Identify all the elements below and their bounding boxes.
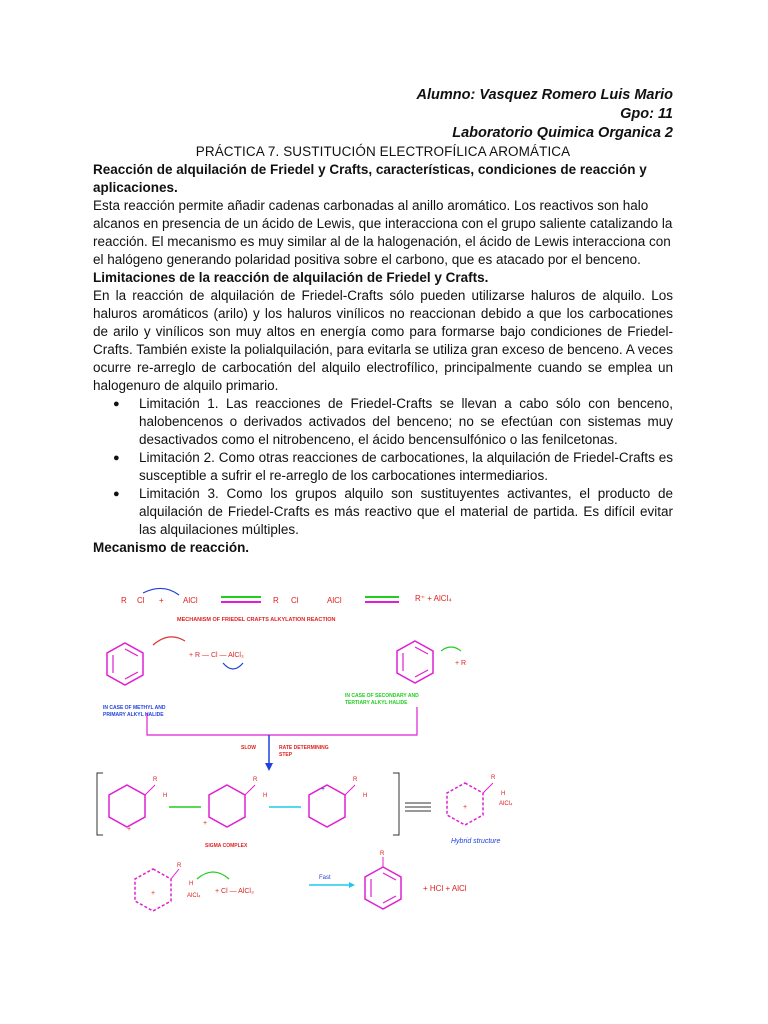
svg-text:+: + — [159, 596, 164, 605]
svg-text:H: H — [501, 791, 506, 797]
attack-arrow — [153, 637, 185, 645]
svg-text:H: H — [363, 793, 368, 799]
svg-text:AlCl₄: AlCl₄ — [499, 801, 513, 807]
sigma-complex — [97, 773, 513, 849]
hybrid-label: Hybrid structure — [451, 838, 501, 845]
step1-equation — [121, 588, 452, 623]
electron-arrow-2 — [223, 663, 243, 669]
svg-text:+: + — [463, 804, 468, 811]
svg-text:R: R — [253, 777, 258, 783]
section1-heading: Reacción de alquilación de Friedel y Crafts, características, condiciones de reacción y aplicaciones. — [93, 162, 647, 195]
section2-heading: Limitaciones de la reacción de alquilación de Friedel y Crafts. — [93, 270, 489, 285]
deprotonation-step — [135, 851, 467, 911]
route-secondary — [345, 641, 466, 706]
svg-text:H: H — [263, 793, 268, 799]
alcl3-label: AlCl — [183, 596, 198, 605]
lab-name: Laboratorio Quimica Organica 2 — [452, 125, 673, 141]
svg-text:+ R: + R — [455, 660, 467, 667]
case-secondary-line2: TERTIARY ALKYL HALIDE — [345, 700, 408, 706]
connector-lines — [147, 707, 417, 735]
svg-text:H: H — [189, 881, 194, 887]
practice-title: PRÁCTICA 7. SUSTITUCIÓN ELECTROFÍLICA AROMÁTICA — [195, 144, 571, 159]
svg-text:R: R — [380, 851, 385, 857]
svg-text:AlCl₄: AlCl₄ — [187, 893, 201, 899]
document-page — [93, 86, 673, 557]
group-number: Gpo: 11 — [620, 106, 673, 122]
list-item: ● Limitación 2. Como otras reacciones de carbocationes, la alquilación de Friedel-Crafts es susceptible a sufrir el re-arreglo de los carbocationes intermediarios. — [139, 449, 673, 485]
svg-text:R: R — [273, 596, 279, 605]
svg-text:R: R — [491, 775, 496, 781]
r-label: R — [121, 596, 127, 605]
header-block — [93, 86, 673, 143]
attack-arrow-green — [441, 647, 461, 651]
student-name: Alumno: Vasquez Romero Luis Mario — [416, 87, 673, 103]
electron-arrow — [143, 588, 179, 595]
rds-line1: RATE DETERMINING — [279, 745, 329, 751]
svg-text:R: R — [177, 863, 182, 869]
svg-text:AlCl: AlCl — [327, 596, 342, 605]
svg-text:R⁺ + AlCl₄: R⁺ + AlCl₄ — [415, 594, 452, 603]
section2-body: En la reacción de alquilación de Friedel-Crafts sólo pueden utilizarse haluros de alquilo. Los haluros aromáticos (arilo) y los haluros vinílicos no reaccionan debido a que los carbocationes de arilo y vinílicos son muy altos en energía como para formarse bajo condiciones de Friedel-Crafts. También existe la polialquilación, para evitarla se utiliza gran exceso de benceno. A veces ocurre re-arreglo de carbocatión del alquilo electrofílico, principalmente cuando se emplea un halogenuro de alquilo primario. — [93, 288, 673, 393]
mechanism-figure — [93, 585, 533, 925]
case-primary-line1: IN CASE OF METHYL AND — [103, 705, 166, 711]
svg-text:+: + — [127, 826, 132, 833]
list-item: ● Limitación 3. Como los grupos alquilo son sustituyentes activantes, el producto de alquilación de Friedel-Crafts es más reactivo que el material de partida. Es difícil evitar las alquilaciones múltiples. — [139, 485, 673, 539]
products-label: + HCl + AlCl — [423, 884, 467, 893]
svg-text:+: + — [151, 890, 156, 897]
svg-text:+: + — [203, 820, 208, 827]
svg-text:H: H — [163, 793, 168, 799]
case-primary-line2: PRIMARY ALKYL HALIDE — [103, 712, 164, 718]
fast-label: Fast — [319, 875, 331, 881]
section1-body: Esta reacción permite añadir cadenas carbonadas al anillo aromático. Los reactivos son halo alcanos en presencia de un ácido de Lewis, que interacciona con el grupo saliente catalizando la reacción. El mecanismo es muy similar al de la halogenación, el ácido de Lewis interacciona con el halógeno generando polaridad positiva sobre el carbono, que es atacado por el benceno. — [93, 198, 673, 267]
slow-label: SLOW — [241, 745, 256, 751]
svg-text:+: + — [321, 786, 326, 793]
svg-text:+ Cl — AlCl₃: + Cl — AlCl₃ — [215, 888, 254, 895]
list-item: ● Limitación 1. Las reacciones de Friedel-Crafts se llevan a cabo sólo con benceno, halobencenos o derivados activados del benceno; no se efectúan con sistemas muy desactivados como el nitrobenceno, el ácido bencensulfónico o las fenilcetonas. — [139, 395, 673, 449]
electron-arrow-3 — [197, 872, 229, 879]
svg-text:Cl: Cl — [291, 596, 299, 605]
svg-text:+ R — Cl — AlCl₃: + R — Cl — AlCl₃ — [189, 652, 244, 659]
svg-text:R: R — [153, 777, 158, 783]
cl-label: Cl — [137, 596, 145, 605]
sigma-label: SIGMA COMPLEX — [205, 843, 248, 849]
limitations-list — [93, 395, 673, 539]
svg-text:R: R — [353, 777, 358, 783]
section3-heading: Mecanismo de reacción. — [93, 540, 250, 555]
route-primary — [103, 637, 244, 718]
rds-line2: STEP — [279, 752, 293, 758]
figure-title: MECHANISM OF FRIEDEL CRAFTS ALKYLATION REACTION — [177, 617, 336, 623]
case-secondary-line1: IN CASE OF SECONDARY AND — [345, 693, 419, 699]
